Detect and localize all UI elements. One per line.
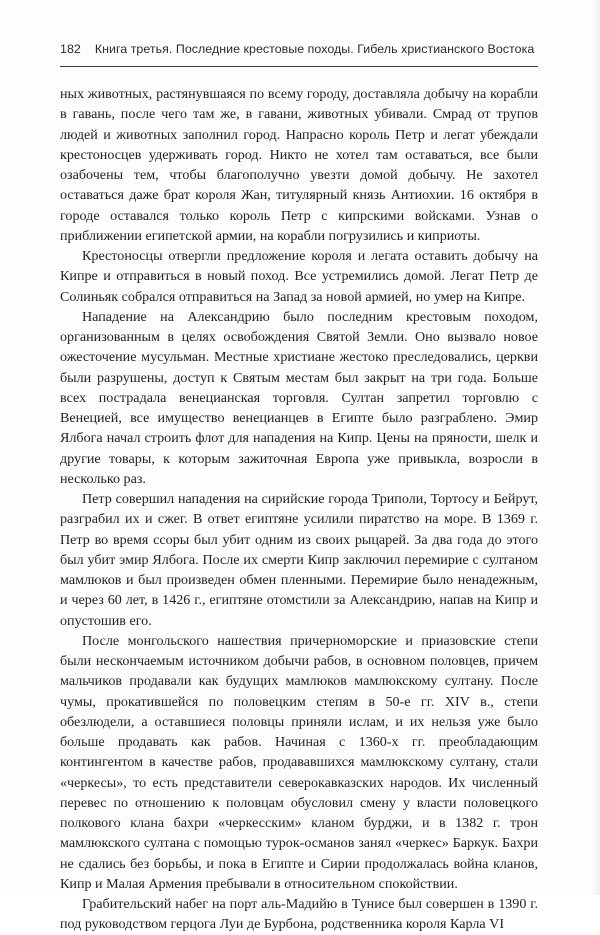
header-divider [60,66,538,67]
page-number: 182 [60,42,81,56]
body-text [60,84,538,935]
paragraph-2: Крестоносцы отвергли предложение короля и легата оставить добычу на Кипре и отправиться в новый поход. Все устремились домой. Легат Петр де Солиньяк собрался отправиться на Запад за новой армией, но умер на Кипре. [60,248,538,305]
page-edge-shadow [592,0,600,895]
running-header [60,42,538,64]
running-title: Книга третья. Последние крестовые походы. Гибель христианского Востока [94,42,535,56]
paragraph-5: После монгольского нашествия причерноморские и приазовские степи были нескончаемым источником добычи рабов, в основном половцев, причем мальчиков продавали как будущих мамлюков мамлюкскому султану. После чумы, прокатившейся по половецким степям в 50-е гг. XIV в., степи обезлюдели, а оставшиеся половцы приняли ислам, и их нельзя уже было больше продавать как рабов. Начиная с 1360-х гг. преобладающим контингентом в качестве рабов, продававшихся мамлюкскому султану, стали «черкесы», то есть представители северокавказских народов. Их численный перевес по отношению к половцам обусловил смену у власти половецкого полкового клана бахри «черкесским» кланом бурджи, и в 1382 г. трон мамлюкского султана с помощью турок-османов занял «черкес» Баркук. Бахри не сдались без борьбы, и пока в Египте и Сирии продолжалась война кланов, Кипр и Малая Армения пребывали в относительном спокойствии. [60,632,538,892]
paragraph-4: Петр совершил нападения на сирийские города Триполи, Тортосу и Бейрут, разграбил их и сжег. В ответ египтяне усилили пиратство на море. В 1369 г. Петр во время ссоры был убит одним из своих рыцарей. За два года до этого был убит эмир Ялбога. После их смерти Кипр заключил перемирие с султаном мамлюков и был произведен обмен пленными. Перемирие было ненадежным, и через 60 лет, в 1426 г., египтяне отомстили за Александрию, напав на Кипр и опустошив его. [60,491,538,629]
paragraph-3: Нападение на Александрию было последним крестовым походом, организованным в целях освобождения Святой Земли. Оно вызвало новое ожесточение мусульман. Местные христиане жестоко преследовались, церкви были разрушены, доступ к Святым местам был закрыт на три года. Больше всех пострадала венецианская торговля. Султан запретил торговлю с Венецией, все имущество венецианцев в Египте было разграблено. Эмир Ялбога начал строить флот для нападения на Кипр. Цены на пряности, шелк и другие товары, к которым зажиточная Европа уже привыкла, возросли в несколько раз. [60,308,538,487]
paragraph-6: Грабительский набег на порт аль-Мадийю в Тунисе был совершен в 1390 г. под руководством герцога Луи де Бурбона, родственника короля Карла VI [60,896,538,933]
paragraph-1: ных животных, растянувшаяся по всему городу, доставляла добычу на корабли в гавань, после чего там же, в гавани, животных убивали. Смрад от трупов людей и животных заполнил город. Напрасно король Петр и легат убеждали крестоносцев удерживать город. Никто не хотел там оставаться, все были озабочены тем, чтобы благополучно увезти домой добычу. Не захотел оставаться даже брат короля Жан, титулярный князь Антиохии. 16 октября в городе оставался только король Петр с кипрскими войсками. Узнав о приближении египетской армии, на корабли погрузились и киприоты. [60,86,538,244]
